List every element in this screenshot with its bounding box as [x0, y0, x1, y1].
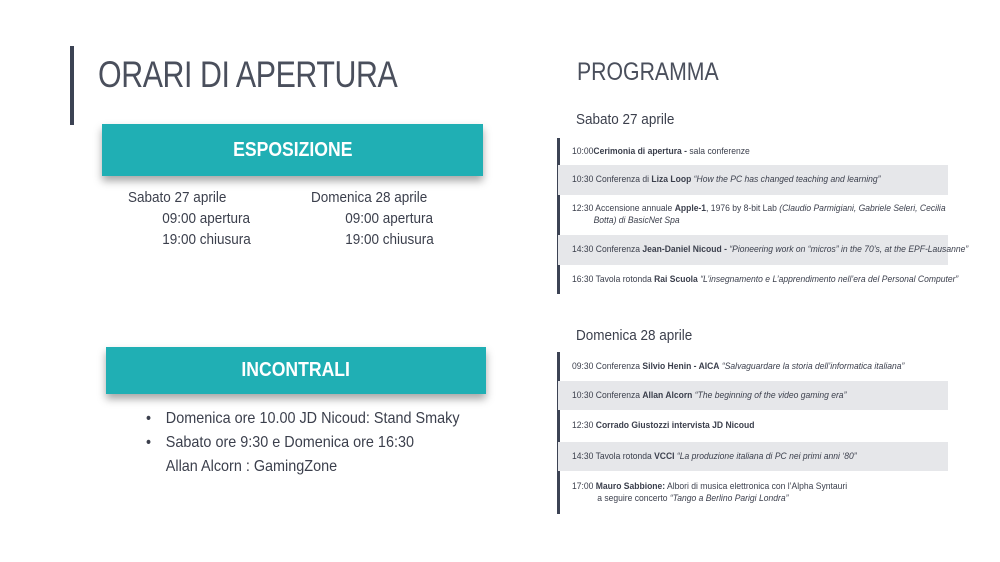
event-time: 09:30 — [572, 360, 594, 372]
esposizione-open-time: 09:00 apertura — [345, 210, 434, 227]
event-time: 16:30 — [572, 273, 594, 285]
event-row — [558, 235, 969, 265]
event-time: 12:30 — [572, 203, 594, 214]
list-item — [146, 407, 460, 431]
event-speaker: Silvio Henin - AICA — [642, 360, 720, 372]
page-title: ORARI DI APERTURA — [98, 54, 398, 95]
list-item — [146, 431, 460, 455]
event-speaker: Mauro Sabbione: — [595, 480, 666, 492]
event-time: 10:30 — [572, 174, 594, 185]
event-row — [558, 138, 948, 165]
esposizione-open-time: 09:00 apertura — [162, 210, 251, 227]
event-title: “How the PC has changed teaching and learning” — [693, 174, 881, 185]
incontrali-banner — [106, 347, 486, 394]
list-item-text: Sabato ore 9:30 e Domenica ore 16:30 — [165, 434, 414, 451]
event-speaker: Corrado Giustozzi intervista JD Nicoud — [595, 420, 755, 431]
event-row — [558, 410, 948, 442]
bullet-icon: • — [146, 434, 152, 451]
event-row — [558, 265, 959, 294]
event-text: Albori di musica elettronica con l’Alpha Syntauri — [665, 480, 848, 492]
event-time: 14:30 — [572, 244, 594, 255]
event-speaker: Liza Loop — [651, 174, 692, 185]
domenica-event-list — [558, 352, 948, 514]
event-text: Tavola rotonda — [593, 273, 655, 285]
esposizione-close-time: 19:00 chiusura — [345, 231, 434, 248]
event-text: Conferenza — [593, 389, 643, 401]
bullet-icon: • — [146, 410, 152, 427]
event-time: 10:30 — [572, 389, 594, 401]
event-title: “Pioneering work on “micros” in the 70’s, at the EPF-Lausanne” — [729, 244, 969, 255]
event-title: “Salvaguardare la storia dell’informatica italiana” — [721, 360, 905, 372]
event-title: “L’insegnamento e L’apprendimento nell’era del Personal Computer” — [700, 273, 959, 285]
esposizione-sabato — [128, 187, 251, 250]
event-row — [558, 471, 948, 514]
esposizione-close-time: 19:00 chiusura — [162, 231, 251, 248]
event-title: “La produzione italiana di PC nei primi anni ‘80” — [676, 450, 857, 462]
incontrali-list — [146, 407, 460, 479]
event-row — [558, 195, 948, 235]
esposizione-banner-label: ESPOSIZIONE — [232, 138, 353, 161]
incontrali-banner-label: INCONTRALI — [241, 359, 351, 381]
esposizione-domenica — [311, 187, 434, 250]
event-title: (Claudio Parmigiani, Gabriele Seleri, Cecilia — [779, 203, 946, 214]
event-row — [558, 381, 948, 410]
list-item-continuation: Allan Alcorn : GamingZone — [165, 458, 338, 475]
event-text: Accensione annuale — [593, 203, 675, 214]
domenica-day-heading: Domenica 28 aprile — [576, 327, 693, 344]
event-time: 10:00 — [572, 145, 594, 157]
event-time: 12:30 — [572, 420, 594, 431]
programma-title: PROGRAMMA — [577, 58, 719, 86]
esposizione-day-label: Domenica 28 aprile — [311, 189, 428, 206]
esposizione-banner — [102, 124, 483, 176]
event-speaker: Allan Alcorn — [642, 389, 693, 401]
event-speaker: Apple-1 — [674, 203, 707, 214]
event-text: Conferenza di — [593, 174, 652, 185]
event-speaker: Cerimonia di apertura - — [593, 145, 688, 157]
event-title: “Tango a Berlino Parigi Londra” — [669, 492, 789, 504]
esposizione-day-label: Sabato 27 aprile — [128, 189, 227, 206]
event-time: 14:30 — [572, 450, 594, 462]
event-title-continuation: Botta) di BasicNet Spa — [593, 215, 680, 226]
event-title: “The beginning of the video gaming era” — [694, 389, 847, 401]
event-row — [558, 352, 948, 381]
event-speaker: Jean-Daniel Nicoud - — [642, 244, 727, 255]
event-text: Tavola rotonda — [593, 450, 655, 462]
event-text: , 1976 by 8-bit Lab — [706, 203, 780, 214]
event-row — [558, 165, 948, 195]
event-text: a seguire concerto — [597, 492, 670, 504]
event-time: 17:00 — [572, 480, 594, 492]
event-speaker: Rai Scuola — [654, 273, 698, 285]
event-text: Conferenza — [593, 244, 643, 255]
sabato-event-list — [558, 138, 969, 294]
title-accent-bar — [70, 46, 74, 125]
event-row — [558, 442, 948, 471]
event-text: sala conferenze — [687, 145, 750, 157]
event-speaker: VCCI — [654, 450, 675, 462]
sabato-day-heading: Sabato 27 aprile — [576, 111, 675, 128]
event-text: Conferenza — [593, 360, 643, 372]
list-item-text: Domenica ore 10.00 JD Nicoud: Stand Smaky — [165, 410, 460, 427]
